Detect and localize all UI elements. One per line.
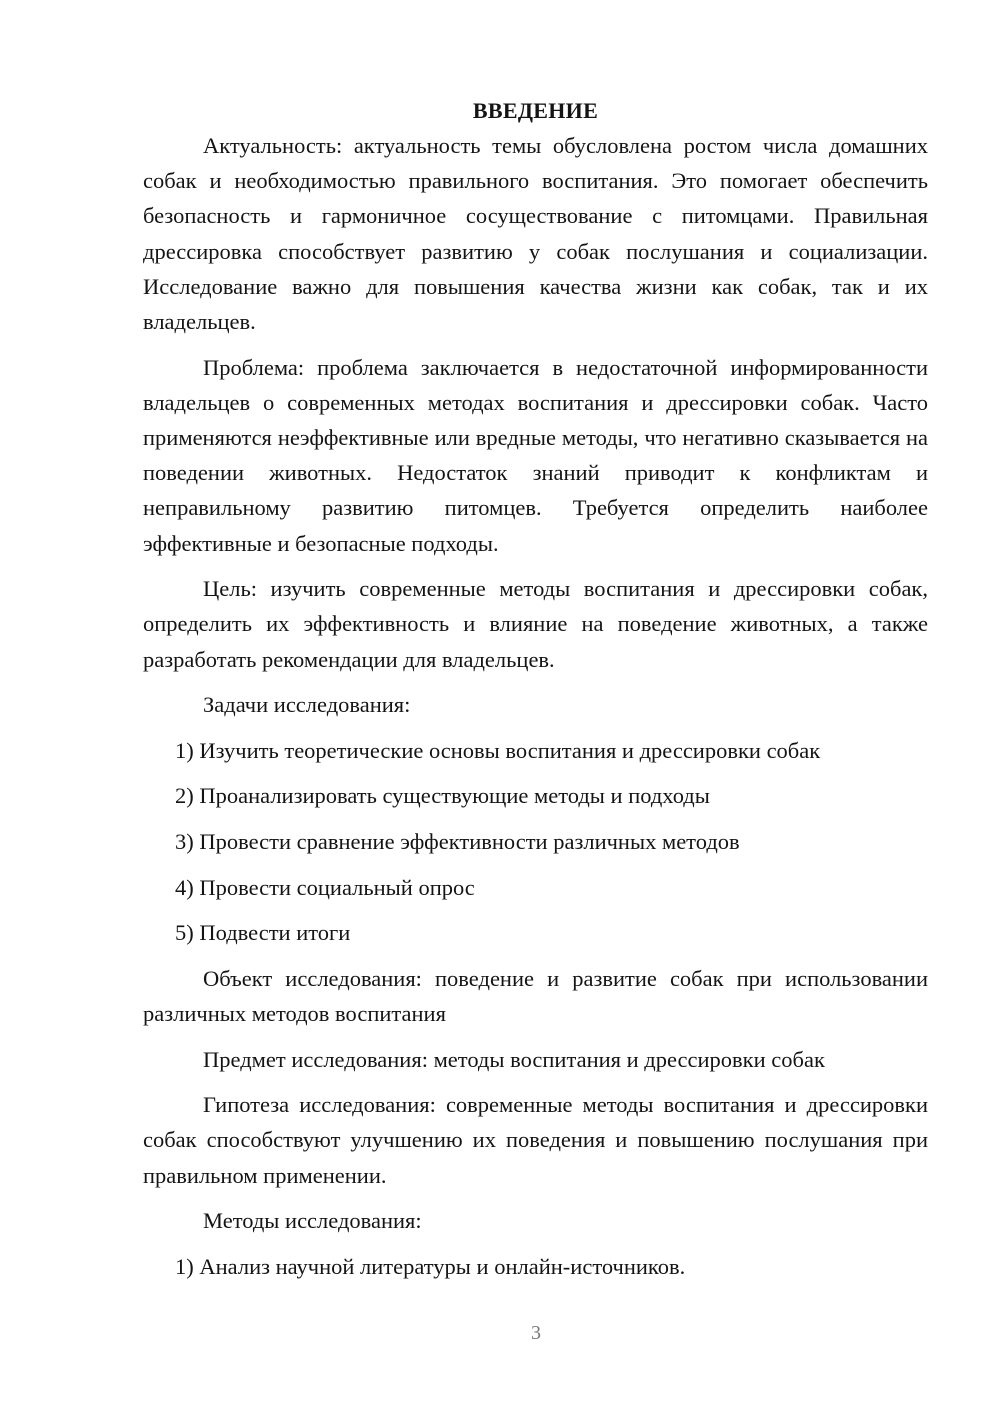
- paragraph-goal: Цель: изучить современные методы воспитания и дрессировки собак, определить их эффективность и влияние на поведение животных, а также разработать рекомендации для владельцев.: [143, 576, 928, 672]
- method-item: 1) Анализ научной литературы и онлайн-источников.: [175, 1253, 686, 1279]
- task-item: 3) Провести сравнение эффективности различных методов: [175, 829, 740, 854]
- paragraph-relevance: Актуальность: актуальность темы обусловлена ростом числа домашних собак и необходимостью правильного воспитания. Это помогает обеспечить безопасность и гармоничное сосуществование с питомцами. Правильная дрессировка способствует развитию у собак послушания и социализации. Исследование важно для повышения качества жизни как собак, так и их владельцев.: [143, 133, 928, 335]
- methods-list: [143, 1249, 928, 1284]
- document-page: [143, 94, 928, 1294]
- section-title: ВВЕДЕНИЕ: [472, 98, 599, 123]
- tasks-list: [143, 733, 928, 951]
- task-item: 1) Изучить теоретические основы воспитания и дрессировки собак: [175, 737, 821, 763]
- paragraph-hypothesis: Гипотеза исследования: современные методы воспитания и дрессировки собак способствуют улучшению их поведения и повышению послушания при правильном применении.: [143, 1092, 928, 1188]
- paragraph-object: Объект исследования: поведение и развитие собак при использовании различных методов воспитания: [143, 965, 928, 1026]
- task-item: 2) Проанализировать существующие методы и подходы: [175, 783, 710, 809]
- task-item: 5) Подвести итоги: [175, 920, 351, 946]
- task-item: 4) Провести социальный опрос: [175, 874, 475, 900]
- paragraph-problem: Проблема: проблема заключается в недостаточной информированности владельцев о современных методах воспитания и дрессировки собак. Часто применяются неэффективные или вредные методы, что негативно сказывается на поведении животных. Недостаток знаний приводит к конфликтам и неправильному развитию питомцев. Требуется определить наиболее эффективные и безопасные подходы.: [143, 354, 928, 556]
- methods-heading: Методы исследования:: [203, 1208, 422, 1234]
- tasks-heading: Задачи исследования:: [203, 692, 411, 718]
- paragraph-subject: Предмет исследования: методы воспитания и дрессировки собак: [203, 1046, 825, 1072]
- page-number: 3: [531, 1322, 541, 1344]
